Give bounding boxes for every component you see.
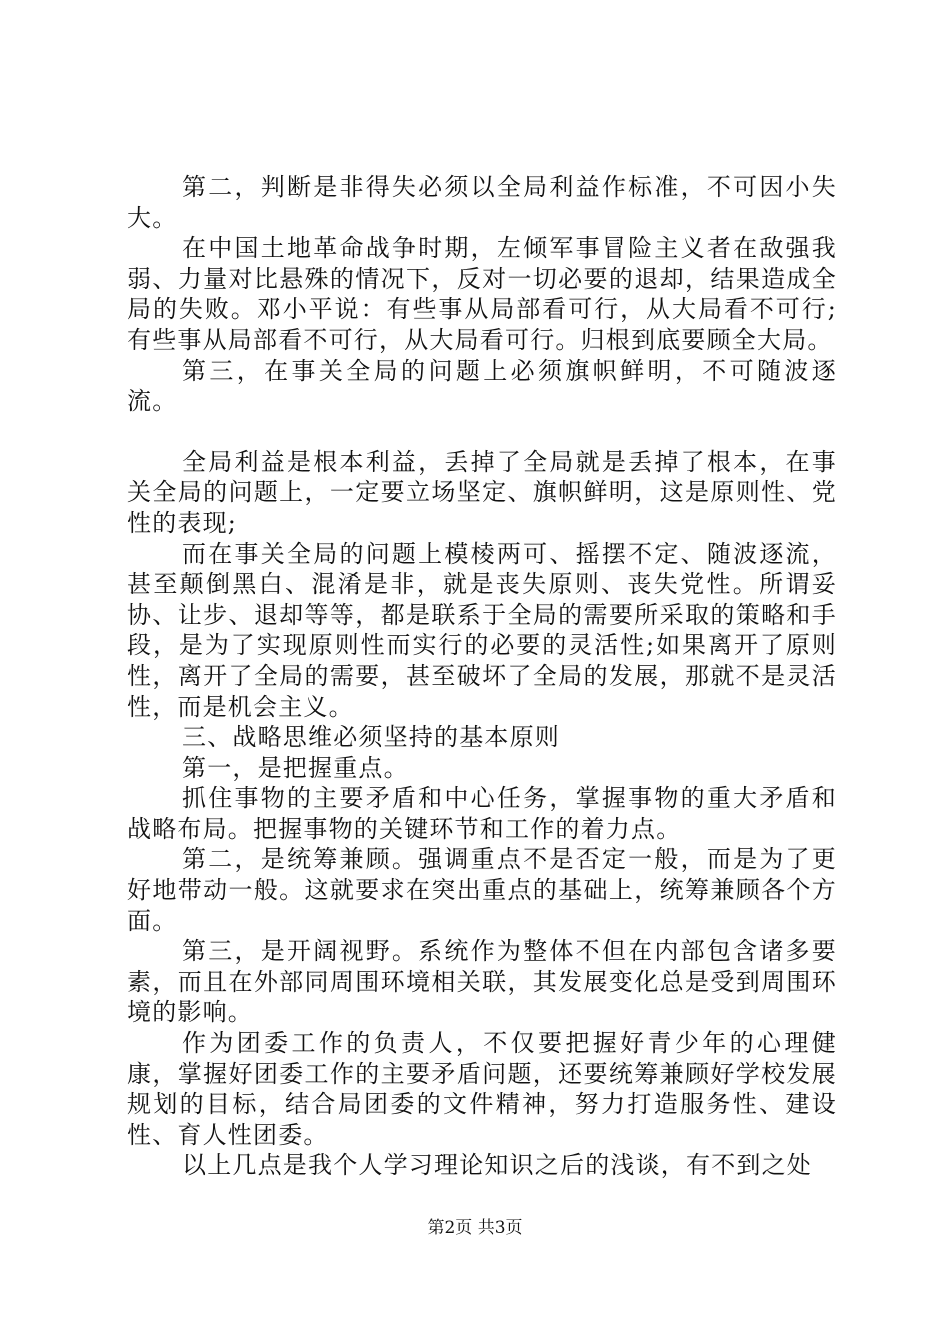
paragraph: 全局利益是根本利益，丢掉了全局就是丢掉了根本，在事关全局的问题上，一定要立场坚定、旗帜鲜明，这是原则性、党性的表现; — [127, 447, 837, 537]
paragraph: 第一，是把握重点。 — [182, 753, 409, 782]
paragraph: 第二，是统筹兼顾。强调重点不是否定一般，而是为了更好地带动一般。这就要求在突出重点的基础上，统筹兼顾各个方面。 — [127, 845, 837, 935]
paragraph: 以上几点是我个人学习理论知识之后的浅谈，有不到之处 — [182, 1151, 812, 1180]
page-number-footer: 第2页 共3页 — [427, 1218, 523, 1238]
section-heading: 三、战略思维必须坚持的基本原则 — [182, 723, 560, 752]
paragraph: 作为团委工作的负责人，不仅要把握好青少年的心理健康，掌握好团委工作的主要矛盾问题，还要统筹兼顾好学校发展规划的目标，结合局团委的文件精神，努力打造服务性、建设性、育人性团委。 — [127, 1029, 837, 1149]
paragraph: 而在事关全局的问题上模棱两可、摇摆不定、随波逐流，甚至颠倒黑白、混淆是非，就是丧失原则、丧失党性。所谓妥协、让步、退却等等，都是联系于全局的需要所采取的策略和手段，是为了实现原则性而实行的必要的灵活性;如果离开了原则性，离开了全局的需要，甚至破坏了全局的发展，那就不是灵活性，而是机会主义。 — [127, 539, 837, 721]
paragraph: 第二，判断是非得失必须以全局利益作标准，不可因小失大。 — [127, 173, 837, 232]
document-body — [127, 172, 837, 1181]
paragraph: 第三，是开阔视野。系统作为整体不但在内部包含诸多要素，而且在外部同周围环境相关联，其发展变化总是受到周围环境的影响。 — [127, 937, 837, 1027]
paragraph: 第三，在事关全局的问题上必须旗帜鲜明，不可随波逐流。 — [127, 356, 837, 416]
paragraph: 抓住事物的主要矛盾和中心任务，掌握事物的重大矛盾和战略布局。把握事物的关键环节和工作的着力点。 — [127, 784, 837, 843]
paragraph: 在中国土地革命战争时期，左倾军事冒险主义者在敌强我弱、力量对比悬殊的情况下，反对一切必要的退却，结果造成全局的失败。邓小平说：有些事从局部看可行，从大局看不可行;有些事从局部看不可行，从大局看可行。归根到底要顾全大局。 — [127, 234, 837, 354]
